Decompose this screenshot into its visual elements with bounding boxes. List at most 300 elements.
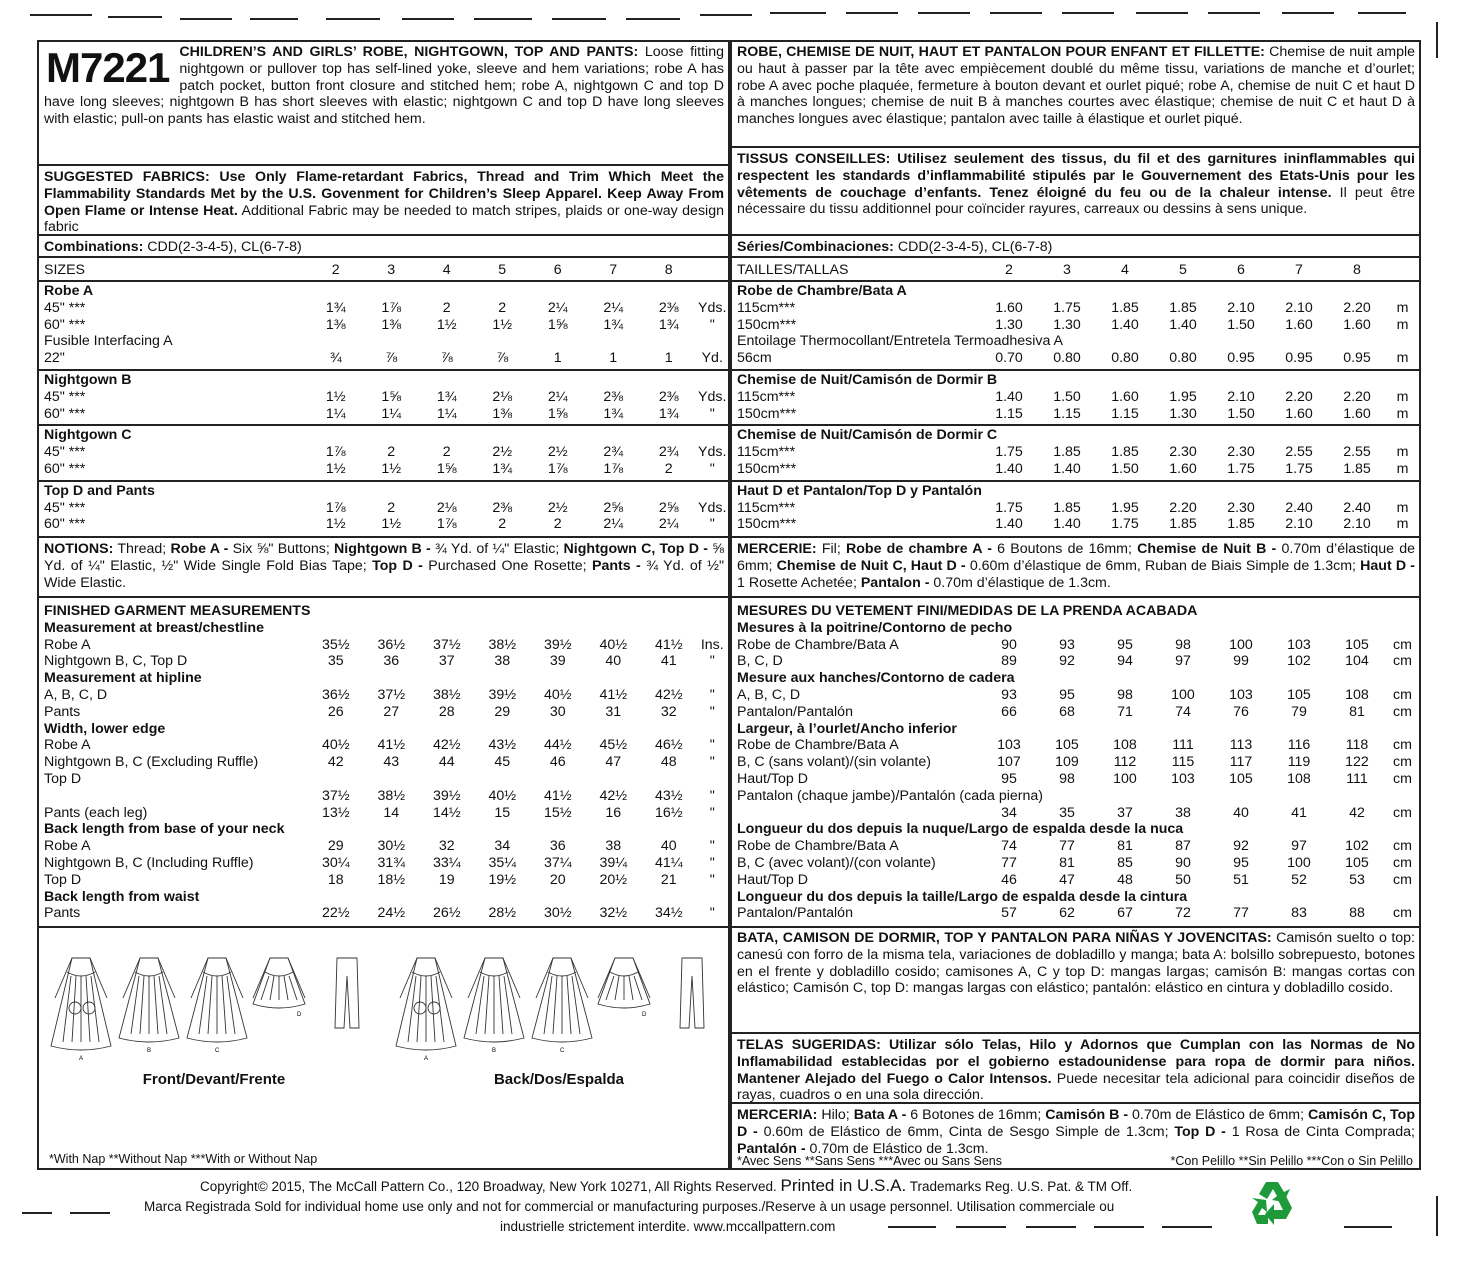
row-label: 115cm*** [737,388,796,405]
garment-illustrations [39,928,728,1172]
pattern-description: Loose fitting nightgown or pullover top has self-lined yoke, sleeve and hem variations; robe A has patch pocket, button front closure and stitched hem; robe A, nightgown C and top D have long sleeves; nightgown B has short sleeves with elastic; nightgown C and top D have long sleeves with elastic; pull-on pants has elastic waist and stitched hem. [44,44,724,128]
row-value: 1.85 [1111,444,1139,461]
row-value: 2 [387,499,396,516]
row-unit: Yds. [698,299,727,316]
row-value [364,333,420,350]
row-label: B, C, D [737,653,783,670]
row-value: 2.10 [1227,299,1255,316]
row-value: 37½ [321,787,350,804]
row-value [980,333,1038,350]
row-value: 1¾ [603,316,624,333]
row-value: 37¼ [543,854,572,871]
cut-mark [1436,22,1438,58]
row-value: 30½ [377,838,406,855]
row-value: 33¼ [432,854,461,871]
combinations-value: CDD(2-3-4-5), CL(6-7-8) [143,239,302,255]
row-value: 1½ [325,516,346,533]
yardage-row [39,350,728,367]
row-value: 38 [1175,804,1191,821]
row-label: 45" *** [44,299,86,316]
yardage-row [732,516,1419,533]
fold-line [270,976,274,1000]
notion-item-bold: MERCERIE: [737,541,817,557]
row-unit [697,333,729,350]
measure-row [732,855,1419,872]
fr-title: ROBE, CHEMISE DE NUIT, HAUT ET PANTALON POUR ENFANT ET FILLETTE: [737,44,1265,60]
row-label: 56cm [737,350,772,367]
cut-mark [626,18,680,20]
yoke-line [67,972,95,976]
fold-line [499,976,503,1034]
row-unit: " [709,737,715,754]
row-value: 57 [1001,905,1017,922]
row-value: 2¼ [603,299,624,316]
row-value [1096,788,1154,805]
row-value: 22½ [321,905,350,922]
row-value: 113 [1229,737,1253,754]
row-label: Robe de Chambre/Bata A [737,636,899,653]
row-label: Nightgown B, C (Excluding Ruffle) [44,754,259,771]
row-value: 2½ [547,444,568,461]
notion-item-text: 6 Botones de 16mm; [906,1107,1046,1123]
row-value: 1⅝ [547,405,568,422]
row-value: 41 [660,653,677,670]
row-value: 111 [1346,770,1368,787]
row-value: 1.85 [1053,499,1081,516]
row-unit: " [709,871,715,888]
usage-line-2: industrielle strictement interdite. www.mccallpattern.com [500,1219,836,1234]
row-label: Fusible Interfacing A [44,333,173,350]
notion-item-text: 0.70m de Elástico de 6mm; [1128,1107,1309,1123]
row-value: 1¼ [325,405,346,422]
row-unit: " [709,516,715,533]
cut-mark [918,12,970,14]
row-value: 0.95 [1227,350,1255,367]
fr-notions-text [732,538,1419,591]
row-label: 60" *** [44,405,86,422]
row-value: 85 [1117,854,1133,871]
row-value: 2¾ [658,444,679,461]
row-label: Pants [44,905,81,922]
row-value [1270,788,1328,805]
row-value: 36½ [321,686,350,703]
yardage-row [732,317,1419,334]
row-value: 46½ [654,737,683,754]
row-value: 95 [1059,686,1075,703]
row-value: 109 [1055,754,1079,771]
fold-line [222,976,226,1034]
row-value: 45 [494,754,511,771]
copyright-line [200,1176,1132,1196]
row-value: 43½ [488,737,517,754]
row-label: B, C (avec volant)/(con volante) [737,854,936,871]
row-value: ⅞ [385,350,398,367]
notion-item-text: 0.70m d’élastique de 6mm; [737,541,1416,574]
yardage-row [39,444,728,461]
fold-line [567,976,571,1034]
row-value: 98 [1059,770,1075,787]
row-value: 1½ [436,316,457,333]
row-unit: " [709,686,715,703]
measure-heading: Largeur, à l’ourlet/Ancho inferior [737,720,957,737]
measure-row [732,704,1419,721]
fr-description: Chemise de nuit ample ou haut à passer par la tête avec empiècement doublé du même tissu, variations de manche et d’ourlet; robe A avec poche plaquée, fermeture à bouton devant et ourlet piqué; robe A, chemise de nuit C et haut D à manches longues; chemise de nuit B à manches courtes avec élastique; chemise de nuit C et haut D à manches longues avec élastique; pantalon avec taille à élastique et ourlet piqué. [737,44,1416,128]
row-value: 1⅞ [325,499,346,516]
cut-mark [22,1212,52,1214]
fold-line [154,976,158,1034]
row-value: 40 [1233,804,1249,821]
illustrations-section [39,928,728,1172]
measure-heading: Measurement at breast/chestline [44,619,264,636]
fold-line [615,976,619,1000]
yardage-row [39,317,728,334]
row-value: 30 [549,703,566,720]
row-value: 2.55 [1285,444,1313,461]
printed-in: Printed in U.S.A. [780,1176,907,1195]
row-value: 38½ [377,787,406,804]
back-pants [680,958,704,1028]
measure-heading: Back length from waist [44,888,200,905]
row-value: 97 [1291,838,1307,855]
row-value: 118 [1345,737,1369,754]
row-value: 1.15 [995,405,1023,422]
cut-mark [888,1226,936,1228]
row-value: 1.50 [1227,316,1255,333]
row-value: 40½ [488,787,517,804]
row-value: 6 [553,262,562,278]
row-label: 45" *** [44,444,86,461]
row-unit: m [1396,388,1409,405]
yardage-group [39,426,728,481]
row-value: 5 [1179,262,1187,278]
row-value [586,771,642,788]
row-value: 30½ [543,905,572,922]
row-value: 77 [1233,905,1249,922]
row-label: Top D [44,770,82,787]
row-value: 108 [1113,737,1137,754]
row-unit: " [709,316,715,333]
measure-row [732,771,1419,788]
back-view-label: Back/Dos/Espalda [493,1071,625,1088]
row-value: 1¼ [381,405,402,422]
row-value: 0.70 [995,350,1023,367]
fold-line [140,976,144,1034]
row-value: 34 [1001,804,1017,821]
cut-mark [846,12,898,14]
cut-mark [1162,1226,1212,1228]
measure-row [39,805,728,822]
row-unit: m [1396,516,1409,533]
row-value: ⅞ [440,350,453,367]
row-unit: cm [1393,905,1412,922]
row-value: 1⅜ [325,316,346,333]
row-value: 35½ [321,636,350,653]
measure-row [732,788,1419,805]
yardage-row [39,500,728,517]
es-title: BATA, CAMISON DE DORMIR, TOP Y PANTALON PARA NIÑAS Y JOVENCITAS: [737,930,1272,946]
fold-line [476,976,484,1034]
row-unit: " [709,838,715,855]
row-value: 103 [1287,636,1311,653]
fold-line [408,976,416,1042]
row-label: 60" *** [44,316,86,333]
cut-mark [180,18,232,20]
row-value [308,333,364,350]
yardage-row [732,389,1419,406]
back-view-letter-d: D [642,1012,647,1018]
row-value: 2⅛ [436,499,457,516]
row-value: 1⅞ [547,460,568,477]
notion-item-text: Hilo; [817,1107,854,1123]
row-value: 39½ [432,787,461,804]
yardage-group-title: Robe A [44,283,94,299]
yardage-group [39,371,728,426]
row-value: 103 [997,737,1021,754]
row-unit: " [709,787,715,804]
measure-row [732,653,1419,670]
row-value: 1.95 [1111,499,1139,516]
fr-fabrics-warning: TISSUS CONSEILLES: Utilisez seulement des tissus, du fil et des garnitures ininflammables qui respectent les standards d’inflammabilité stipulés par le Gouvernement des Etats-Unis pour les vêtements de couchage d’enfants. Tenez éloigné du feu ou de la chaleur intense. [737,151,1415,201]
row-value: 24½ [377,905,406,922]
yardage-group [732,371,1419,426]
cut-mark [474,18,532,20]
cut-mark [326,18,380,20]
row-value: 102 [1345,838,1369,855]
row-value: 1.75 [995,444,1023,461]
row-value: 1¼ [436,405,457,422]
row-value: 77 [1059,838,1075,855]
row-value [1154,788,1212,805]
measure-row [732,838,1419,855]
row-unit: m [1396,499,1409,516]
row-value: 1⅝ [436,460,457,477]
measure-row [732,805,1419,822]
row-value: 2.20 [1285,388,1313,405]
row-value: 2.40 [1285,499,1313,516]
measure-row [39,637,728,654]
row-value: 99 [1233,653,1249,670]
es-description: Camisón suelto o top: canesú con forro de la misma tela, variaciones de dobladillo y manga; bata A: bolsillo sobrepuesto, botones en el frente y dobladillo cosido; camisones A, C y top D: mangas largas; camisón B: mangas cortas con elástico; Camisón C, top D: mangas largas con elástico; pantalón: elástico en cintura y dobladillo cosido. [737,930,1416,997]
heart-pocket [83,1002,95,1014]
row-value [530,333,586,350]
measure-row [39,788,728,805]
row-value: 111 [1172,737,1194,754]
row-value: 44½ [543,737,572,754]
yardage-row [732,333,1419,350]
notion-item-text: ⅝ Yd. of ¼" Elastic, ½" Wide Single Fold Bias Tape; [44,541,725,574]
yardage-group-title: Top D and Pants [44,482,155,499]
row-value: 104 [1345,653,1369,670]
heart-pocket [428,1002,440,1014]
nap-note-fr: *Avec Sens **Sans Sens ***Avec ou Sans Sens [737,1154,1002,1168]
row-value: 71 [1117,703,1133,720]
row-value [1212,333,1270,350]
row-value: 105 [1229,770,1253,787]
measure-row [39,687,728,704]
row-label: SIZES [44,262,85,278]
row-unit: m [1396,444,1409,461]
row-value: 2 [664,460,673,477]
row-value: 40 [605,653,622,670]
row-value: 1 [664,350,673,367]
notions-text [39,538,728,591]
fr-measurements-title: MESURES DU VETEMENT FINI/MEDIDAS DE LA PRENDA ACABADA [737,603,1198,619]
row-value: ⅞ [496,350,509,367]
row-value: 1.40 [995,516,1023,533]
measure-row [732,637,1419,654]
es-fabrics-section [732,1034,1419,1104]
row-unit: Yd. [701,350,723,367]
measure-row [39,754,728,771]
fold-line [504,976,512,1034]
cut-mark [1026,1226,1076,1228]
yardage-row [732,350,1419,367]
row-value: 103 [1229,686,1253,703]
yardage-group [39,282,728,371]
row-label: Haut/Top D [737,871,808,888]
measure-row [39,872,728,889]
row-value: 2.55 [1343,444,1371,461]
row-value: 34½ [654,905,683,922]
row-value: 95 [1001,770,1017,787]
yoke-line [610,972,638,976]
yardage-row [39,333,728,350]
row-value: 1¾ [436,388,457,405]
back-view-letter-c: C [560,1048,565,1054]
row-value: 43½ [654,787,683,804]
row-label: A, B, C, D [44,686,108,703]
fold-line [72,976,76,1042]
row-value: 2 [498,299,507,316]
row-value: 48 [660,754,677,771]
notion-item-bold: MERCERIA: [737,1107,818,1123]
row-value: 1⅜ [492,405,513,422]
cut-mark [250,18,298,20]
row-label: Pants [44,703,81,720]
row-value: 1.15 [1053,405,1081,422]
row-value: 1.85 [1111,299,1139,316]
notion-item-bold: Chemise de Nuit B - [1137,541,1277,557]
fold-line [431,976,435,1042]
fabrics-warning: SUGGESTED FABRICS: Use Only Flame-retardant Fabrics, Thread and Trim Which Meet the Flammability Standards Met by the U.S. Govenment for Children’s Sleep Apparel. Keep Away From Open Flame or Intense Heat. [44,169,724,219]
fold-line [284,976,288,1000]
notion-item-text: 0.60m d’élastique de 6mm, Ruban de Biais Simple de 1.3cm; [965,557,1361,574]
row-value: 77 [1001,854,1017,871]
row-unit: Yds. [698,499,727,516]
row-value: 72 [1175,905,1191,922]
yardage-group-title: Chemise de Nuit/Camisón de Dormir C [737,427,998,444]
notion-item-bold: Pants - [592,557,641,574]
row-unit: cm [1393,703,1412,720]
measure-row [39,737,728,754]
row-value: 94 [1117,653,1133,670]
row-value [980,788,1038,805]
row-value: 8 [664,262,673,278]
row-value: 39¼ [599,854,628,871]
row-value: 1.95 [1169,388,1197,405]
row-value: 36½ [377,636,406,653]
row-value: 119 [1287,754,1311,771]
row-value: 1.50 [1227,405,1255,422]
row-value: 1.40 [1111,316,1139,333]
row-value: 1.75 [1053,299,1081,316]
row-value: 1½ [381,516,402,533]
row-label: Robe A [44,838,91,855]
notion-item-text: Purchased One Rosette; [422,557,592,574]
row-value: 16 [605,804,622,821]
row-value: 1.60 [1343,405,1371,422]
row-value: 1.75 [1111,516,1139,533]
row-value: 2 [387,444,396,461]
row-unit: " [709,754,715,771]
fr-description-section [732,42,1419,148]
row-label: 150cm*** [737,405,797,422]
measurements-section [39,598,728,928]
measure-row [732,737,1419,754]
row-value: 0.80 [1111,350,1139,367]
row-value: 38 [605,838,622,855]
row-value: 39½ [488,686,517,703]
cut-mark [700,14,752,16]
row-value: 92 [1233,838,1249,855]
row-unit: cm [1393,686,1412,703]
fabrics-section [39,166,728,236]
yardage-group [39,482,728,535]
row-value: 74 [1001,838,1017,855]
row-value: 41½ [599,686,628,703]
row-value: 51 [1233,871,1249,888]
row-value: 1.60 [1343,316,1371,333]
cut-mark [30,14,92,16]
row-unit [1386,262,1419,279]
row-value: 1.40 [995,388,1023,405]
row-value: 52 [1291,871,1307,888]
row-value: 44 [438,754,455,771]
row-value: 31 [605,703,622,720]
row-value: 0.95 [1343,350,1371,367]
row-value: 1½ [381,460,402,477]
yardage-group [732,482,1419,535]
row-value: 2.30 [1227,444,1255,461]
row-value: 8 [1353,262,1361,278]
row-value: 2 [1005,262,1013,278]
front-view-letter-d: D [297,1012,302,1018]
row-value: 1½ [325,388,346,405]
combinations-section [39,236,728,258]
row-value: 42 [327,754,344,771]
row-value: 2 [331,262,340,278]
cut-mark [1208,12,1260,14]
row-value: 1⅝ [547,316,568,333]
row-value: 1.15 [1111,405,1139,422]
row-value: 45½ [599,737,628,754]
row-value: 39 [549,653,566,670]
row-unit: m [1396,350,1409,367]
row-value: 81 [1059,854,1075,871]
sizes-row [732,262,1419,279]
row-value: 7 [1295,262,1303,278]
row-value: 1¾ [658,405,679,422]
fold-line [485,976,489,1034]
row-value: 20 [549,871,566,888]
notion-item-bold: Chemise de Nuit C, Haut D - [776,557,966,574]
row-value: 35¼ [488,854,517,871]
yoke-line [480,972,508,976]
yardage-row [732,406,1419,423]
cut-mark [402,18,454,20]
row-value: 32½ [599,905,628,922]
recycle-icon [1246,1178,1298,1230]
